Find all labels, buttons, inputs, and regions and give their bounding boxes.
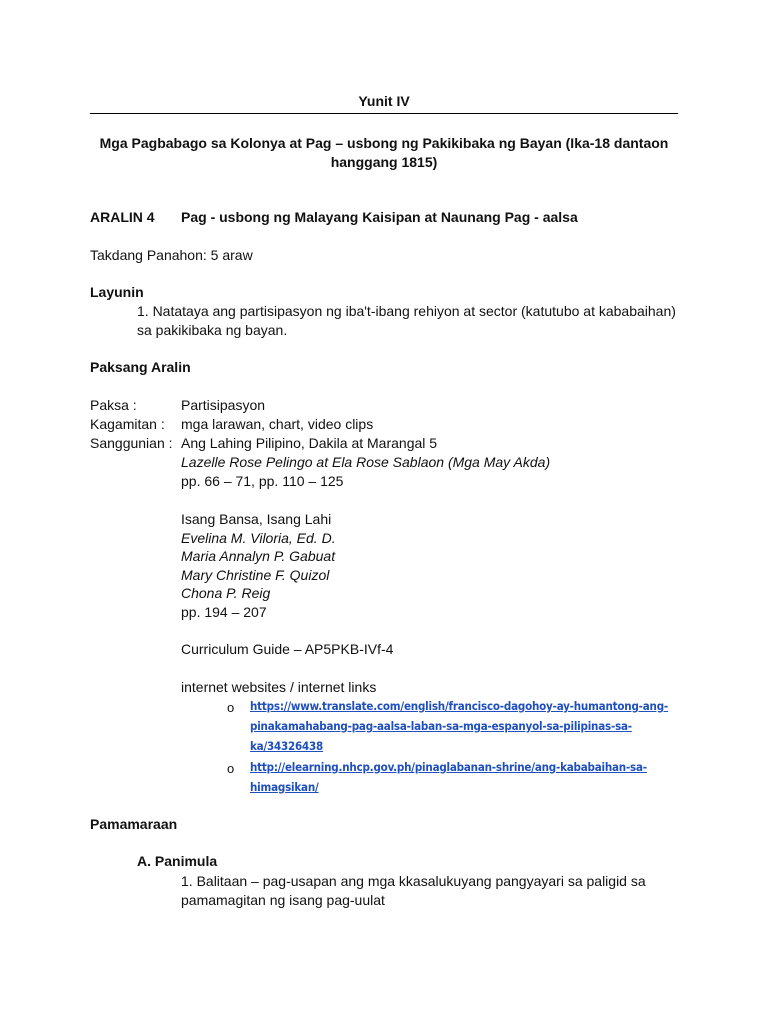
main-title-line1: Mga Pagbabago sa Kolonya at Pag – usbong ng Pakikibaka ng Bayan (Ika-18 dantaon [99, 135, 669, 151]
objective-item-line1: 1. Natataya ang partisipasyon ng iba't-ibang rehiyon at sector (katutubo at kababaihan) [137, 303, 676, 319]
link-nhcp[interactable]: http://elearning.nhcp.gov.ph/pinaglabanan-shrine/ang-kababaihan-sa- [250, 760, 647, 774]
materials-label: Kagamitan : [90, 416, 165, 432]
time-allotment: Takdang Panahon: 5 araw [90, 247, 253, 263]
materials-value: mga larawan, chart, video clips [181, 416, 374, 432]
ref2-author: Evelina M. Viloria, Ed. D. [181, 530, 336, 546]
procedure-subsection-a: A. Panimula [137, 853, 218, 869]
ref2-title: Isang Bansa, Isang Lahi [181, 511, 332, 527]
ref2-author: Maria Annalyn P. Gabuat [181, 548, 336, 564]
main-title-line2: hanggang 1815) [330, 154, 438, 170]
topic-label: Paksa : [90, 397, 137, 413]
bullet-icon: o [227, 700, 235, 715]
procedure-item-line1: 1. Balitaan – pag-usapan ang mga kkasalukuyang pangyayari sa paligid sa [181, 873, 646, 889]
lesson-title: Pag - usbong ng Malayang Kaisipan at Naunang Pag - aalsa [181, 209, 578, 225]
ref2-author: Chona P. Reig [181, 585, 271, 601]
objectives-heading: Layunin [90, 284, 144, 300]
ref2-pages: pp. 194 – 207 [181, 604, 267, 620]
ref1-pages: pp. 66 – 71, pp. 110 – 125 [181, 473, 344, 489]
link-translate[interactable]: https://www.translate.com/english/francisco-dagohoy-ay-humantong-ang- [250, 699, 668, 713]
link-translate[interactable]: ka/34326438 [250, 739, 324, 753]
link-nhcp[interactable]: himagsikan/ [250, 780, 319, 794]
internet-links-label: internet websites / internet links [181, 679, 377, 695]
procedure-item-line2: pamamagitan ng isang pag-uulat [181, 892, 385, 908]
bullet-icon: o [227, 761, 235, 776]
ref2-author: Mary Christine F. Quizol [181, 567, 330, 583]
procedure-heading: Pamamaraan [90, 816, 178, 832]
objective-item-line2: sa pakikibaka ng bayan. [137, 322, 288, 338]
ref1-authors: Lazelle Rose Pelingo at Ela Rose Sablaon (Mga May Akda) [181, 454, 551, 470]
curriculum-guide: Curriculum Guide – AP5PKB-IVf-4 [181, 641, 394, 657]
references-label: Sanggunian : [90, 435, 173, 451]
subject-matter-heading: Paksang Aralin [90, 359, 191, 375]
ref1-title: Ang Lahing Pilipino, Dakila at Marangal 5 [181, 435, 438, 451]
title-divider [90, 113, 678, 114]
link-translate[interactable]: pinakamahabang-pag-aalsa-laban-sa-mga-espanyol-sa-pilipinas-sa- [250, 719, 632, 733]
lesson-number: ARALIN 4 [90, 209, 155, 225]
unit-title: Yunit IV [358, 93, 410, 109]
topic-value: Partisipasyon [181, 397, 266, 413]
